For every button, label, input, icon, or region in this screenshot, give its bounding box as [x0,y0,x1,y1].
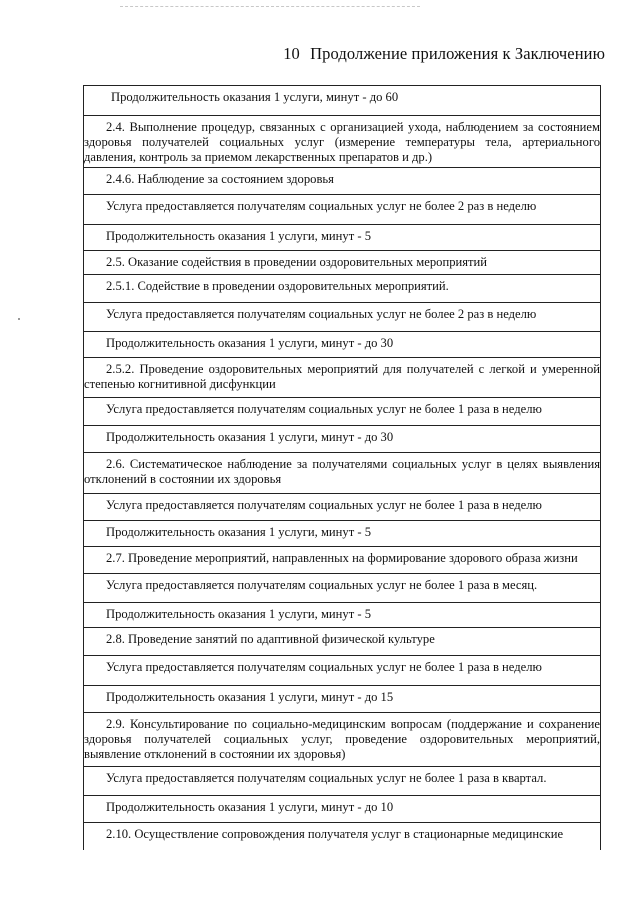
scan-artifact-line [120,6,420,8]
row-text: Услуга предоставляется получателям социальных услуг не более 1 раза в месяц. [106,578,538,592]
row-text: Продолжительность оказания 1 услуги, минут - до 15 [106,690,394,704]
table-row [84,116,600,168]
row-text: Продолжительность оказания 1 услуги, минут - 5 [106,607,371,621]
row-text: 2.6. Систематическое наблюдение за получателями социальных услуг в целях выявления отклонений в состоянии их здоровья [84,457,600,486]
row-text: 2.10. Осуществление сопровождения получателя услуг в стационарные медицинские [106,827,564,841]
table-row [84,398,600,426]
row-text: Продолжительность оказания 1 услуги, минут - до 10 [106,800,394,814]
table-row [84,426,600,453]
row-text: 2.7. Проведение мероприятий, направленных на формирование здорового образа жизни [106,551,578,565]
row-text: Продолжительность оказания 1 услуги, минут - до 60 [111,90,399,104]
services-table [83,85,601,850]
row-text: 2.5.1. Содействие в проведении оздоровительных мероприятий. [106,279,449,293]
table-row [84,767,600,796]
table-row [84,225,600,251]
table-row [84,195,600,225]
row-text: 2.4.6. Наблюдение за состоянием здоровья [106,172,334,186]
table-row [84,686,600,713]
row-text: 2.4. Выполнение процедур, связанных с организацией ухода, наблюдением за состоянием здоровья получателей социальных услуг (измерение температуры тела, артериального давления, контроль за приемом лекарственных препаратов и др.) [84,120,600,164]
row-text: 2.5. Оказание содействия в проведении оздоровительных мероприятий [106,255,488,269]
table-row [84,796,600,823]
row-text: Услуга предоставляется получателям социальных услуг не более 2 раз в неделю [106,307,537,321]
page-header [283,44,605,64]
table-row [84,628,600,656]
table-row [84,494,600,521]
row-text: Услуга предоставляется получателям социальных услуг не более 1 раза в квартал. [106,771,547,785]
table-row [84,521,600,547]
row-text: Услуга предоставляется получателям социальных услуг не более 1 раза в неделю [106,660,542,674]
row-text: 2.9. Консультирование по социально-медицинским вопросам (поддержание и сохранение здоровья получателей социальных услуг, проведение оздоровительных мероприятий, выявление отклонений в состоянии их здоровья) [84,717,600,761]
table-row [84,358,600,398]
table-row [84,332,600,358]
table-row [84,86,600,116]
row-text: Услуга предоставляется получателям социальных услуг не более 1 раза в неделю [106,498,542,512]
table-row [84,823,600,850]
page-number: 10 [283,44,300,63]
scan-speck [18,318,20,320]
table-row [84,303,600,332]
table-row [84,453,600,494]
row-text: Продолжительность оказания 1 услуги, минут - 5 [106,525,371,539]
table-row [84,547,600,574]
table-row [84,656,600,686]
row-text: Продолжительность оказания 1 услуги, минут - до 30 [106,430,394,444]
table-row [84,168,600,195]
row-text: 2.8. Проведение занятий по адаптивной физической культуре [106,632,435,646]
header-title: Продолжение приложения к Заключению [310,44,605,63]
table-row [84,275,600,303]
row-text: Услуга предоставляется получателям социальных услуг не более 2 раз в неделю [106,199,537,213]
row-text: 2.5.2. Проведение оздоровительных мероприятий для получателей с легкой и умеренной степенью когнитивной дисфункции [84,362,600,391]
table-row [84,574,600,603]
row-text: Продолжительность оказания 1 услуги, минут - до 30 [106,336,394,350]
table-row [84,251,600,275]
table-row [84,713,600,767]
table-row [84,603,600,628]
row-text: Услуга предоставляется получателям социальных услуг не более 1 раза в неделю [106,402,542,416]
row-text: Продолжительность оказания 1 услуги, минут - 5 [106,229,371,243]
